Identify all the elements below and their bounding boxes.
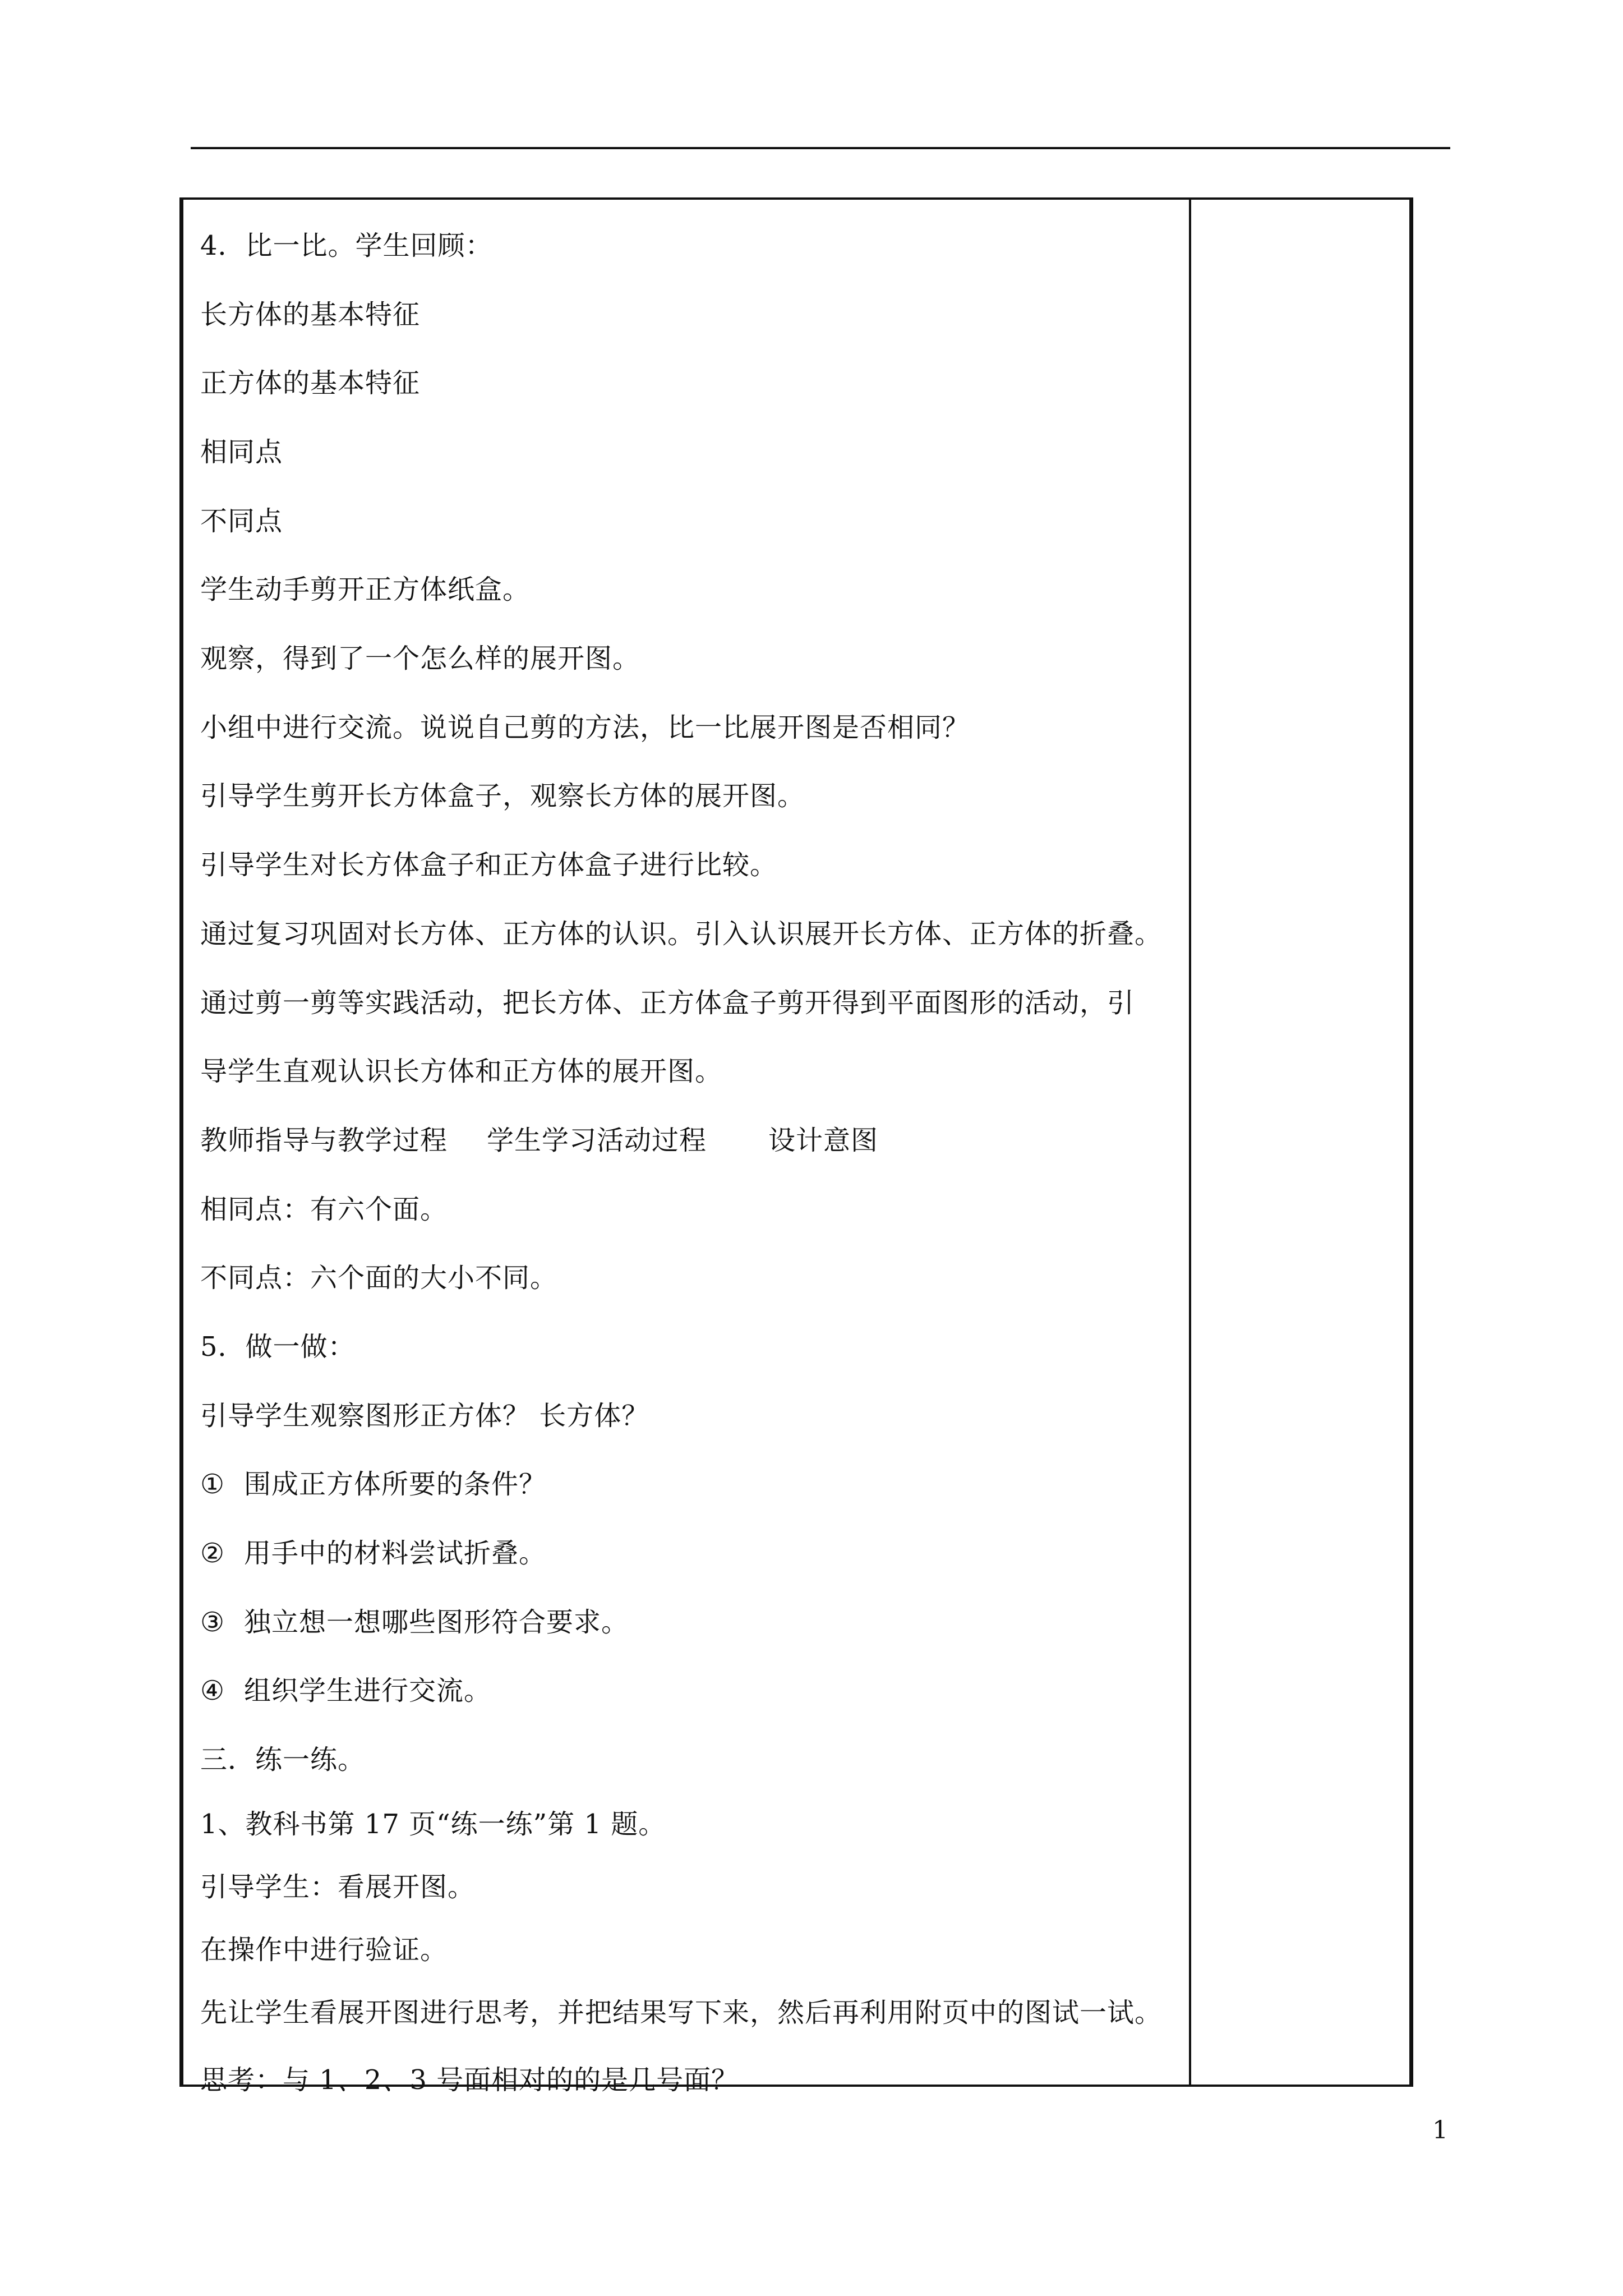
step-number: ④ xyxy=(200,1675,225,1706)
heading-design: 设计意图 xyxy=(768,1125,879,1156)
step-item xyxy=(200,1605,629,1639)
text-line: 相同点 xyxy=(200,436,283,468)
page-number: 1 xyxy=(1432,2116,1448,2145)
text-line: 小组中进行交流。说说自己剪的方法，比一比展开图是否相同？ xyxy=(200,712,970,743)
text-line: 思考：与 1、2、3 号面相对的的是几号面？ xyxy=(200,2064,739,2096)
text-line: 先让学生看展开图进行思考，并把结果写下来，然后再利用附页中的图试一试。 xyxy=(200,1997,1163,2028)
step-number: ① xyxy=(200,1469,225,1500)
text-line: 通过复习巩固对长方体、正方体的认识。引入认识展开长方体、正方体的折叠。 xyxy=(200,918,1163,950)
text-line: 通过剪一剪等实践活动，把长方体、正方体盒子剪开得到平面图形的活动，引 xyxy=(200,987,1135,1019)
heading-teacher: 教师指导与教学过程 xyxy=(200,1125,448,1156)
text-line: 引导学生剪开长方体盒子，观察长方体的展开图。 xyxy=(200,780,805,812)
step-item xyxy=(200,1674,491,1708)
step-item xyxy=(200,1536,546,1570)
text-line: 长方体的基本特征 xyxy=(200,299,421,330)
step-text: 围成正方体所要的条件？ xyxy=(244,1469,547,1500)
text-line: 引导学生：看展开图。 xyxy=(200,1871,476,1903)
heading-student: 学生学习活动过程 xyxy=(487,1125,707,1156)
text-line: 4．比一比。学生回顾： xyxy=(200,230,493,261)
text-line: 引导学生观察图形正方体？ 长方体？ xyxy=(200,1400,649,1432)
step-text: 用手中的材料尝试折叠。 xyxy=(244,1538,547,1569)
text-line: 相同点：有六个面。 xyxy=(200,1194,448,1225)
column-headings xyxy=(200,1124,878,1157)
text-line: 导学生直观认识长方体和正方体的展开图。 xyxy=(200,1056,723,1087)
text-line: 1、教科书第 17 页“练一练”第 1 题。 xyxy=(200,1809,666,1840)
text-line: 学生动手剪开正方体纸盒。 xyxy=(200,574,531,605)
step-text: 组织学生进行交流。 xyxy=(244,1675,492,1706)
section-heading: 三．练一练。 xyxy=(200,1744,366,1775)
text-line: 不同点 xyxy=(200,505,283,537)
text-line: 正方体的基本特征 xyxy=(200,367,421,399)
text-line: 不同点：六个面的大小不同。 xyxy=(200,1262,558,1294)
text-line: 5．做一做： xyxy=(200,1331,356,1363)
step-number: ③ xyxy=(200,1607,225,1638)
header-rule xyxy=(191,147,1450,149)
step-number: ② xyxy=(200,1538,225,1569)
text-line: 观察，得到了一个怎么样的展开图。 xyxy=(200,643,640,674)
step-text: 独立想一想哪些图形符合要求。 xyxy=(244,1607,629,1638)
text-line: 在操作中进行验证。 xyxy=(200,1934,448,1966)
column-divider xyxy=(1189,200,1191,2085)
lesson-table xyxy=(179,197,1413,2096)
step-item xyxy=(200,1467,546,1501)
text-line: 引导学生对长方体盒子和正方体盒子进行比较。 xyxy=(200,849,778,881)
